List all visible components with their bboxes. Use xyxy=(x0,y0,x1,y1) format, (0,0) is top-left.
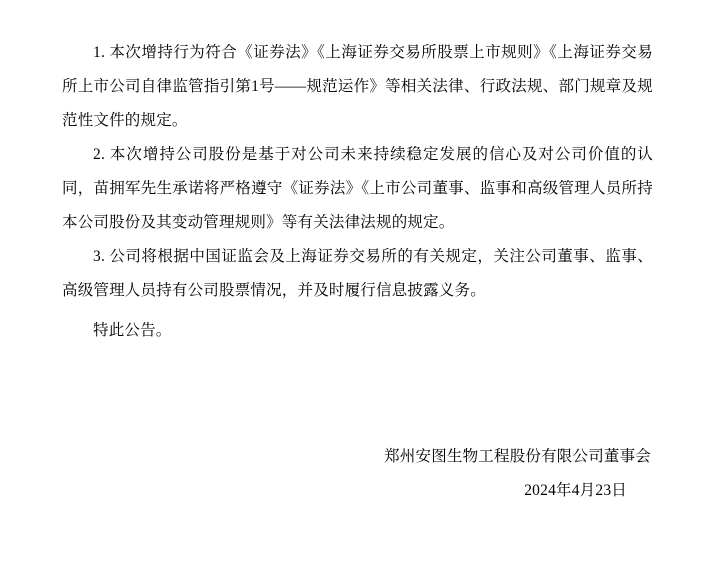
paragraph-item-2: 2. 本次增持公司股份是基于对公司未来持续稳定发展的信心及对公司价值的认同，苗拥军先生承诺将严格遵守《证券法》《上市公司董事、监事和高级管理人员所持本公司股份及其变动管理规则》等有关法律法规的规定。 xyxy=(62,146,653,231)
signature-company: 郑州安图生物工程股份有限公司董事会 xyxy=(384,448,651,465)
paragraph-item-3: 3. 公司将根据中国证监会及上海证券交易所的有关规定，关注公司董事、监事、高级管理人员持有公司股票情况，并及时履行信息披露义务。 xyxy=(62,248,653,299)
signature-block xyxy=(62,440,653,508)
signature-date: 2024年4月23日 xyxy=(524,482,627,499)
paragraph-closing-notice: 特此公告。 xyxy=(93,322,172,339)
paragraph-item-1: 1. 本次增持行为符合《证券法》《上海证券交易所股票上市规则》《上海证券交易所上市公司自律监管指引第1号——规范运作》等相关法律、行政法规、部门规章及规范性文件的规定。 xyxy=(62,44,653,129)
